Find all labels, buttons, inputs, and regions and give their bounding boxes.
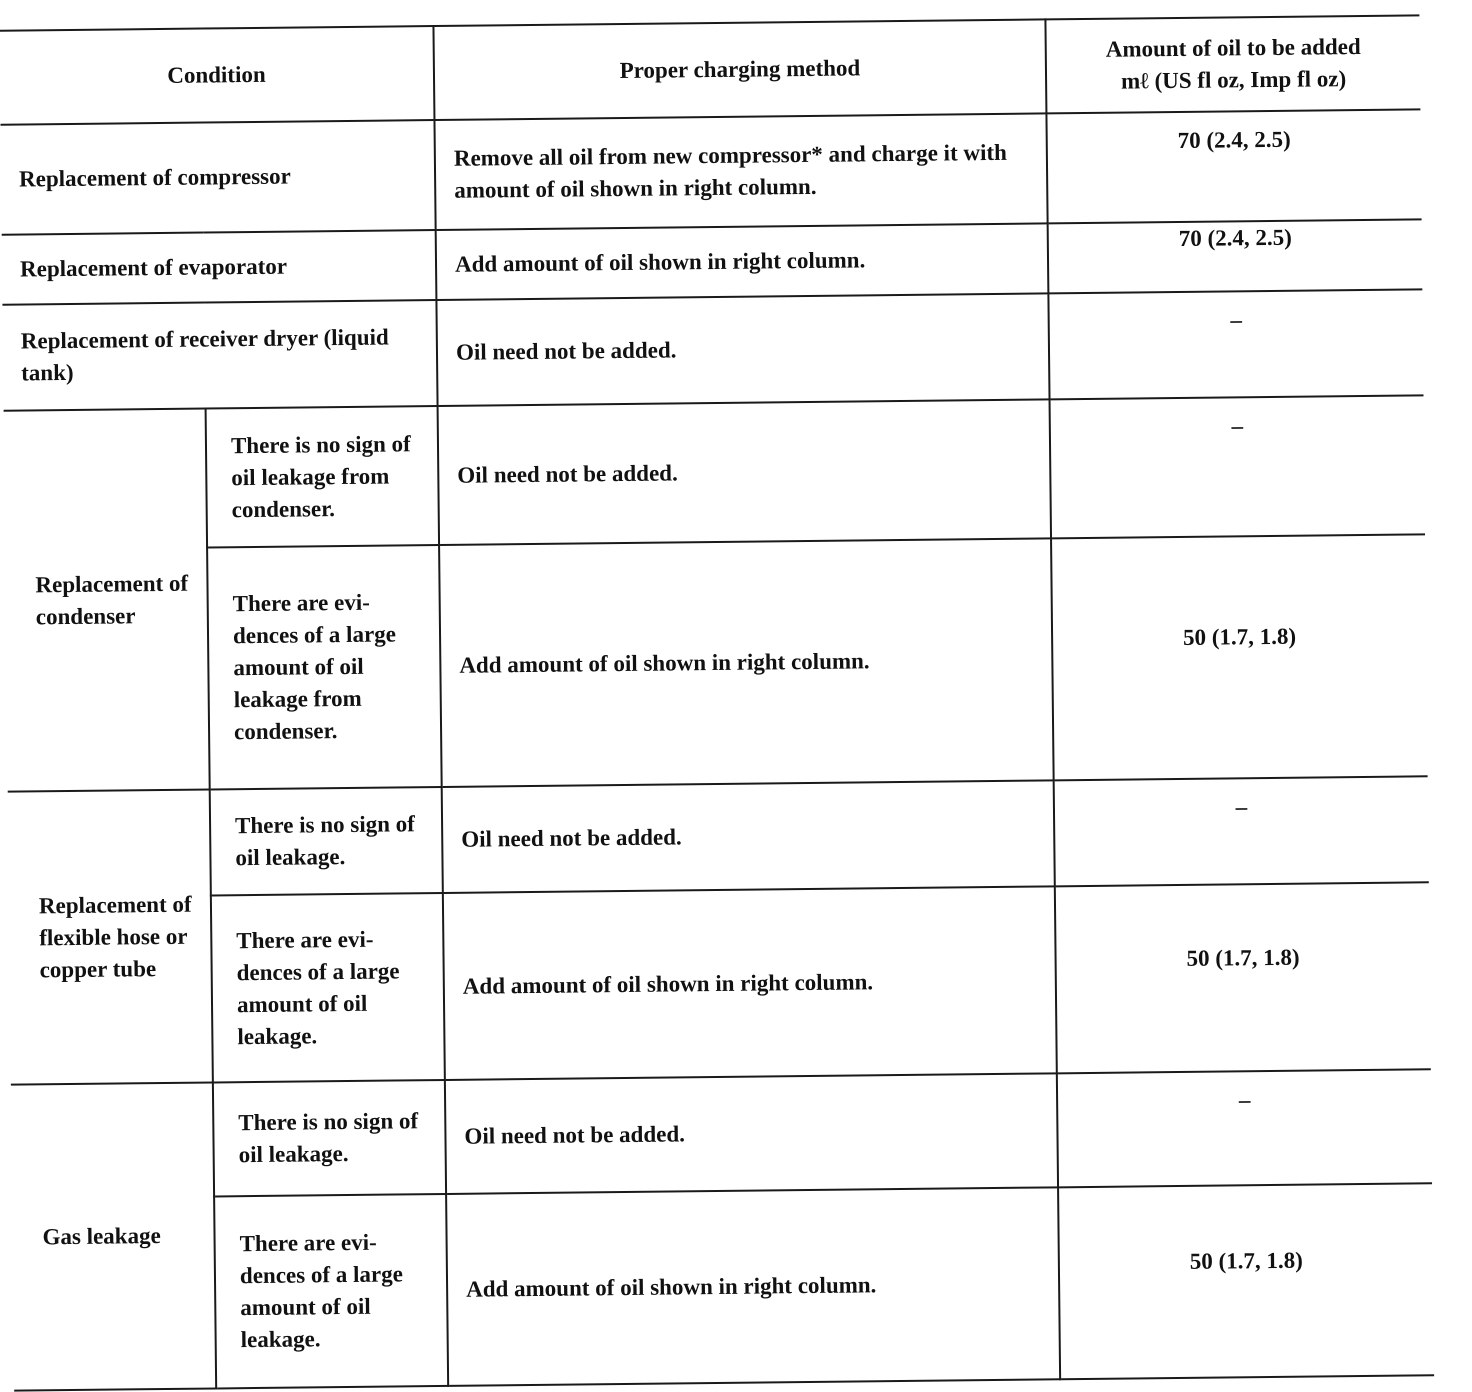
sub-condition-cell: There are evi-dences of a large amount of oil leakage.: [214, 1194, 448, 1388]
method-cell: Add amount of oil shown in right column.: [436, 223, 1049, 300]
amount-header: [1045, 15, 1420, 113]
method-cell: Remove all oil from new compressor* and charge it with amount of oil shown in right column.: [434, 113, 1047, 230]
oil-charging-table: [0, 14, 1434, 1391]
table-row: [12, 1183, 1434, 1390]
amount-cell: –: [1048, 289, 1423, 399]
condition-cell: Replacement of compressor: [0, 120, 435, 235]
amount-header-line2: mℓ (US fl oz, Imp fl oz): [1120, 66, 1347, 94]
condition-header: Condition: [0, 26, 434, 125]
table-row: [9, 882, 1431, 1084]
table-row: [11, 1069, 1432, 1198]
method-cell: Oil need not be added.: [445, 1073, 1058, 1194]
table-row: [2, 289, 1423, 410]
amount-cell: 50 (1.7, 1.8): [1051, 534, 1428, 780]
condition-cell: Replacement of evaporator: [2, 230, 437, 305]
table-row: [4, 395, 1425, 549]
method-cell: Add amount of oil shown in right column.: [439, 538, 1054, 787]
table-header-row: [0, 15, 1420, 124]
amount-header-line1: Amount of oil to be added: [1105, 33, 1361, 62]
sub-condition-cell: There are evi-dences of a large amount of oil leakage.: [211, 893, 445, 1082]
table-row: [8, 776, 1429, 897]
amount-cell: 50 (1.7, 1.8): [1055, 882, 1431, 1073]
amount-cell: –: [1054, 776, 1429, 886]
sub-condition-cell: There is no sign of oil leakage from condenser.: [206, 406, 439, 548]
amount-cell: 50 (1.7, 1.8): [1058, 1183, 1434, 1379]
sub-condition-cell: There are evi-dences of a large amount of oil leakage from condenser.: [207, 545, 442, 789]
method-cell: Oil need not be added.: [438, 399, 1051, 545]
scanned-page: [0, 14, 1433, 1353]
method-cell: Add amount of oil shown in right column.: [446, 1187, 1060, 1386]
amount-cell: 70 (2.4, 2.5): [1048, 219, 1423, 293]
sub-condition-cell: There is no sign of oil leakage.: [210, 787, 443, 896]
amount-cell: –: [1057, 1069, 1432, 1187]
group-condition-cell: Replacement of condenser: [4, 409, 210, 792]
condition-cell: Replacement of receiver dryer (liquid tank): [2, 300, 437, 411]
amount-cell: –: [1050, 395, 1425, 538]
group-condition-cell: Replacement of flexible hose or copper tube: [8, 789, 213, 1084]
method-header: Proper charging method: [433, 19, 1046, 120]
table-row: [5, 534, 1428, 791]
method-cell: Oil need not be added.: [436, 293, 1049, 406]
method-cell: Add amount of oil shown in right column.: [443, 886, 1057, 1080]
table-row: [0, 109, 1421, 234]
amount-cell: 70 (2.4, 2.5): [1046, 109, 1421, 223]
method-cell: Oil need not be added.: [442, 780, 1055, 893]
sub-condition-cell: There is no sign of oil leakage.: [213, 1080, 446, 1197]
group-condition-cell: Gas leakage: [11, 1082, 216, 1390]
